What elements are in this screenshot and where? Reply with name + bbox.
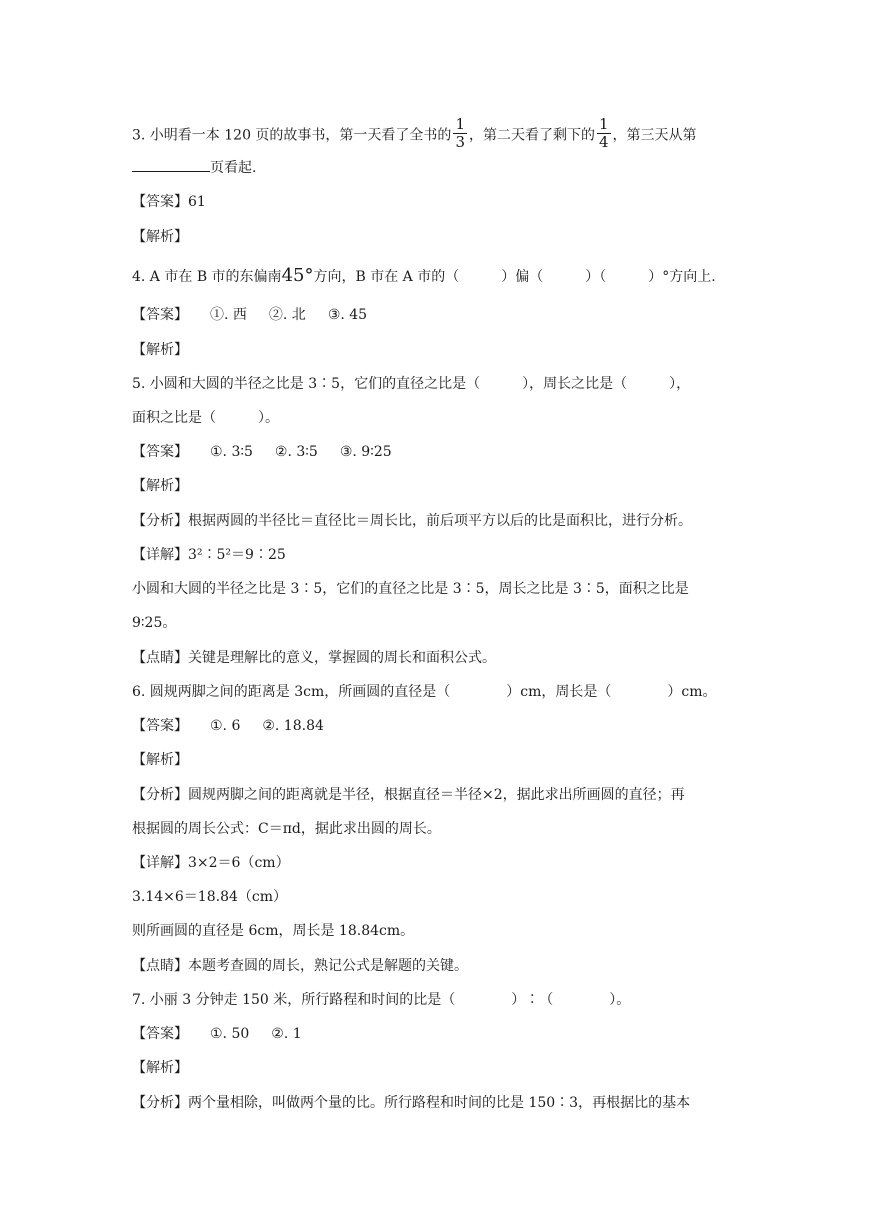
- q3-fraction-2: [597, 116, 611, 151]
- q6-answer: [132, 716, 324, 736]
- answer-label: 【答案】: [132, 1026, 188, 1042]
- q3-text-a: 3. 小明看一本 120 页的故事书，第一天看了全书的: [132, 127, 452, 144]
- answer-blank: [132, 157, 210, 172]
- q5-fenxi: 【分析】根据两圆的半径比＝直径比＝周长比，前后项平方以后的比是面积比，进行分析。: [132, 513, 692, 529]
- fraction-numerator: 1: [598, 115, 609, 133]
- q4-text-b: 方向，B 市在 A 市的（ ）偏（ ）（ ）°方向上.: [313, 269, 716, 285]
- q5-xiangjie: 【详解】3²∶5²＝9∶25: [132, 547, 286, 563]
- q5-jiexi: 【解析】: [132, 478, 188, 494]
- fraction-denominator: 3: [455, 133, 465, 151]
- answer-value-2: ②. 3∶5: [274, 444, 318, 460]
- answer-value-2: ②. 北: [268, 307, 306, 323]
- fraction-numerator: 1: [455, 115, 465, 133]
- q3-fraction-1: [453, 116, 467, 151]
- answer-value: 61: [188, 194, 206, 210]
- q6-jiexi: 【解析】: [132, 752, 188, 768]
- q5-dianjing: 【点睛】关键是理解比的意义，掌握圆的周长和面积公式。: [132, 650, 496, 666]
- q3-text-line2: 页看起.: [210, 160, 257, 176]
- answer-value-2: ②. 1: [271, 1026, 302, 1042]
- q7-answer: [132, 1024, 302, 1044]
- q4-jiexi: 【解析】: [132, 342, 188, 358]
- q6-xiangjie: 【详解】3×2＝6（cm）: [132, 855, 290, 871]
- q5-answer: [132, 442, 392, 462]
- answer-label: 【答案】: [132, 194, 188, 210]
- answer-value-1: ①. 50: [210, 1026, 250, 1042]
- q3-jiexi: 【解析】: [132, 229, 188, 245]
- q3-answer: [132, 192, 206, 212]
- q6-dianjing: 【点睛】本题考查圆的周长，熟记公式是解题的关键。: [132, 958, 468, 974]
- q3-text-b: ，第二天看了剩下的: [468, 127, 595, 144]
- q4-answer: [132, 305, 367, 325]
- q5-body2: 9∶25。: [132, 615, 177, 631]
- q6-calc: 3.14×6＝18.84（cm）: [132, 889, 288, 905]
- q4-text-a: 4. A 市在 B 市的东偏南: [132, 269, 282, 285]
- answer-value-3: ③. 9∶25: [339, 444, 392, 460]
- q3-line2: [132, 157, 256, 178]
- q5-line2: 面积之比是（ ）。: [132, 410, 279, 426]
- q4-degree: 45°: [281, 265, 314, 286]
- q3-text-c: ，第三天从第: [612, 127, 697, 144]
- q5-body1: 小圆和大圆的半径之比是 3∶5，它们的直径之比是 3∶5，周长之比是 3∶5，面积之比是: [132, 581, 689, 597]
- answer-value-2: ②. 18.84: [262, 718, 324, 734]
- fraction-denominator: 4: [598, 133, 609, 151]
- q7-fenxi: 【分析】两个量相除，叫做两个量的比。所行路程和时间的比是 150∶3，再根据比的基本: [132, 1095, 691, 1111]
- answer-label: 【答案】: [132, 718, 188, 734]
- q3-line1: [132, 115, 697, 153]
- q6-line1: 6. 圆规两脚之间的距离是 3cm，所画圆的直径是（ ）cm，周长是（ ）cm。: [132, 684, 717, 700]
- q5-line1: 5. 小圆和大圆的半径之比是 3∶5，它们的直径之比是（ ），周长之比是（ ），: [132, 376, 691, 392]
- q6-fenxi2: 根据圆的周长公式：C＝πd，据此求出圆的周长。: [132, 821, 441, 837]
- q4-line1: [132, 266, 716, 287]
- answer-value-1: ①. 6: [210, 718, 241, 734]
- q7-line1: 7. 小丽 3 分钟走 150 米，所行路程和时间的比是（ ）∶（ ）。: [132, 992, 631, 1008]
- answer-label: 【答案】: [132, 307, 188, 323]
- answer-value-3: ③. 45: [327, 307, 368, 323]
- q6-conclusion: 则所画圆的直径是 6cm，周长是 18.84cm。: [132, 923, 415, 939]
- q6-fenxi1: 【分析】圆规两脚之间的距离就是半径，根据直径＝半径×2，据此求出所画圆的直径；再: [132, 787, 685, 803]
- q7-jiexi: 【解析】: [132, 1060, 188, 1076]
- answer-value-1: ①. 3∶5: [210, 444, 253, 460]
- answer-value-1: ①. 西: [210, 307, 247, 323]
- answer-label: 【答案】: [132, 444, 188, 460]
